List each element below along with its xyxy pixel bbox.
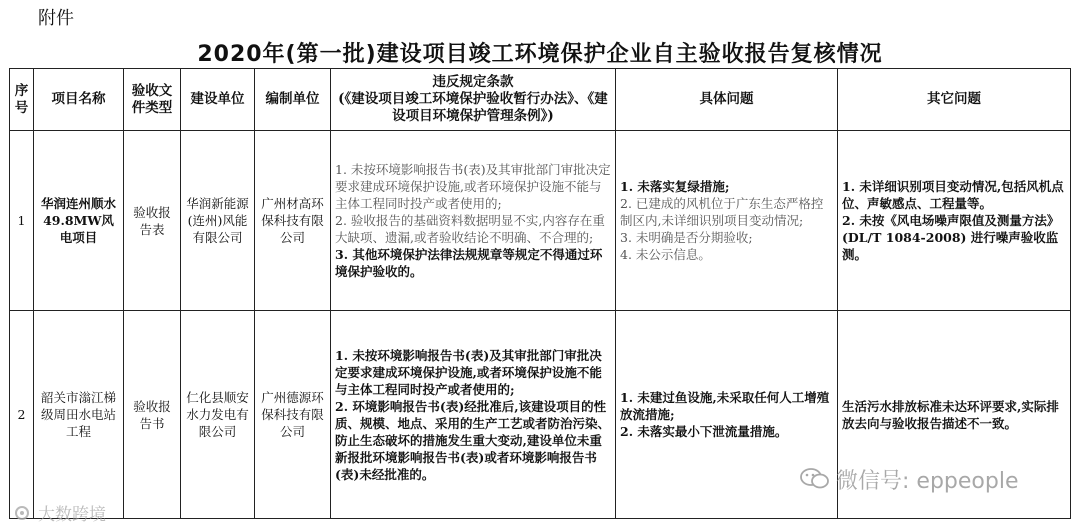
- review-table: [9, 68, 1071, 519]
- header-row: [10, 69, 1071, 131]
- watermark-right: [800, 464, 1018, 497]
- violation-item: 1. 未按环境影响报告书(表)及其审批部门审批决定要求建成环境保护设施,或者环境保护设施不能与主体工程同时投产或者使用的;: [335, 162, 611, 211]
- problem-item: 2. 已建成的风机位于广东生态严格控制区内,未详细识别项目变动情况;: [620, 196, 824, 228]
- header-builder: 建设单位: [181, 69, 255, 131]
- row-violations: [331, 131, 616, 311]
- watermark-left-text: 大数跨境: [38, 505, 106, 525]
- header-violation: [331, 69, 616, 131]
- row-builder: 华润新能源(连州)风能有限公司: [181, 131, 255, 311]
- document-title: 2020年(第一批)建设项目竣工环境保护企业自主验收报告复核情况: [197, 42, 883, 67]
- attachment-label: 附件: [38, 8, 74, 29]
- other-item: 1. 未详细识别项目变动情况,包括风机点位、声敏感点、工程量等。: [842, 179, 1064, 211]
- row-name: 韶关市滃江梯级周田水电站工程: [34, 311, 124, 519]
- row-violations: [331, 311, 616, 519]
- problem-item: 4. 未公示信息。: [620, 247, 711, 262]
- header-name: 项目名称: [34, 69, 124, 131]
- row-builder: 仁化县顺安水力发电有限公司: [181, 311, 255, 519]
- violation-item: 2. 验收报告的基础资料数据明显不实,内容存在重大缺项、遗漏,或者验收结论不明确、不合理的;: [335, 213, 605, 245]
- row-others: [838, 131, 1071, 311]
- other-item: 生活污水排放标准未达环评要求,实际排放去向与验收报告描述不一致。: [842, 398, 1059, 431]
- table-row: [10, 131, 1071, 311]
- header-other: 其它问题: [838, 69, 1071, 131]
- problem-item: 1. 未落实复绿措施;: [620, 179, 730, 194]
- row-problems: [616, 131, 838, 311]
- violation-item: 3. 其他环境保护法律法规规章等规定不得通过环境保护验收的。: [335, 247, 603, 279]
- header-problem: 具体问题: [616, 69, 838, 131]
- row-type: 验收报告表: [124, 131, 181, 311]
- header-no: 序号: [10, 69, 34, 131]
- header-violation-sub: (《建设项目竣工环境保护验收暂行办法》、《建设项目环境保护管理条例》): [338, 91, 608, 124]
- row-name: 华润连州顺水 49.8MW风电项目: [34, 131, 124, 311]
- row-compiler: 广州材高环保科技有限公司: [255, 131, 331, 311]
- header-compiler: 编制单位: [255, 69, 331, 131]
- brand-logo-icon: [12, 505, 32, 526]
- header-violation-title: 违反规定条款: [432, 74, 514, 90]
- header-type: 验收文件类型: [124, 69, 181, 131]
- violation-item: 2. 环境影响报告书(表)经批准后,该建设项目的性质、规模、地点、采用的生产工艺或者防治污染、防止生态破坏的措施发生重大变动,建设单位未重新报批环境影响报告书(表)或者环境影响报告书(表)未经批准的。: [335, 398, 611, 482]
- watermark-right-text: 微信号: eppeople: [836, 469, 1019, 494]
- problem-item: 1. 未建过鱼设施,未采取任何人工增殖放流措施;: [620, 390, 830, 422]
- row-no: 2: [10, 311, 34, 519]
- row-type: 验收报告书: [124, 311, 181, 519]
- watermark-left: [12, 500, 106, 526]
- row-compiler: 广州德源环保科技有限公司: [255, 311, 331, 519]
- violation-item: 1. 未按环境影响报告书(表)及其审批部门审批决定要求建成环境保护设施,或者环境保护设施不能与主体工程同时投产或者使用的;: [335, 347, 602, 397]
- other-item: 2. 未按《风电场噪声限值及测量方法》(DL/T 1084-2008) 进行噪声验收监测。: [842, 213, 1060, 262]
- problem-item: 2. 未落实最小下泄流量措施。: [620, 424, 788, 439]
- wechat-icon: [800, 467, 830, 497]
- problem-item: 3. 未明确是否分期验收;: [620, 230, 753, 245]
- row-no: 1: [10, 131, 34, 311]
